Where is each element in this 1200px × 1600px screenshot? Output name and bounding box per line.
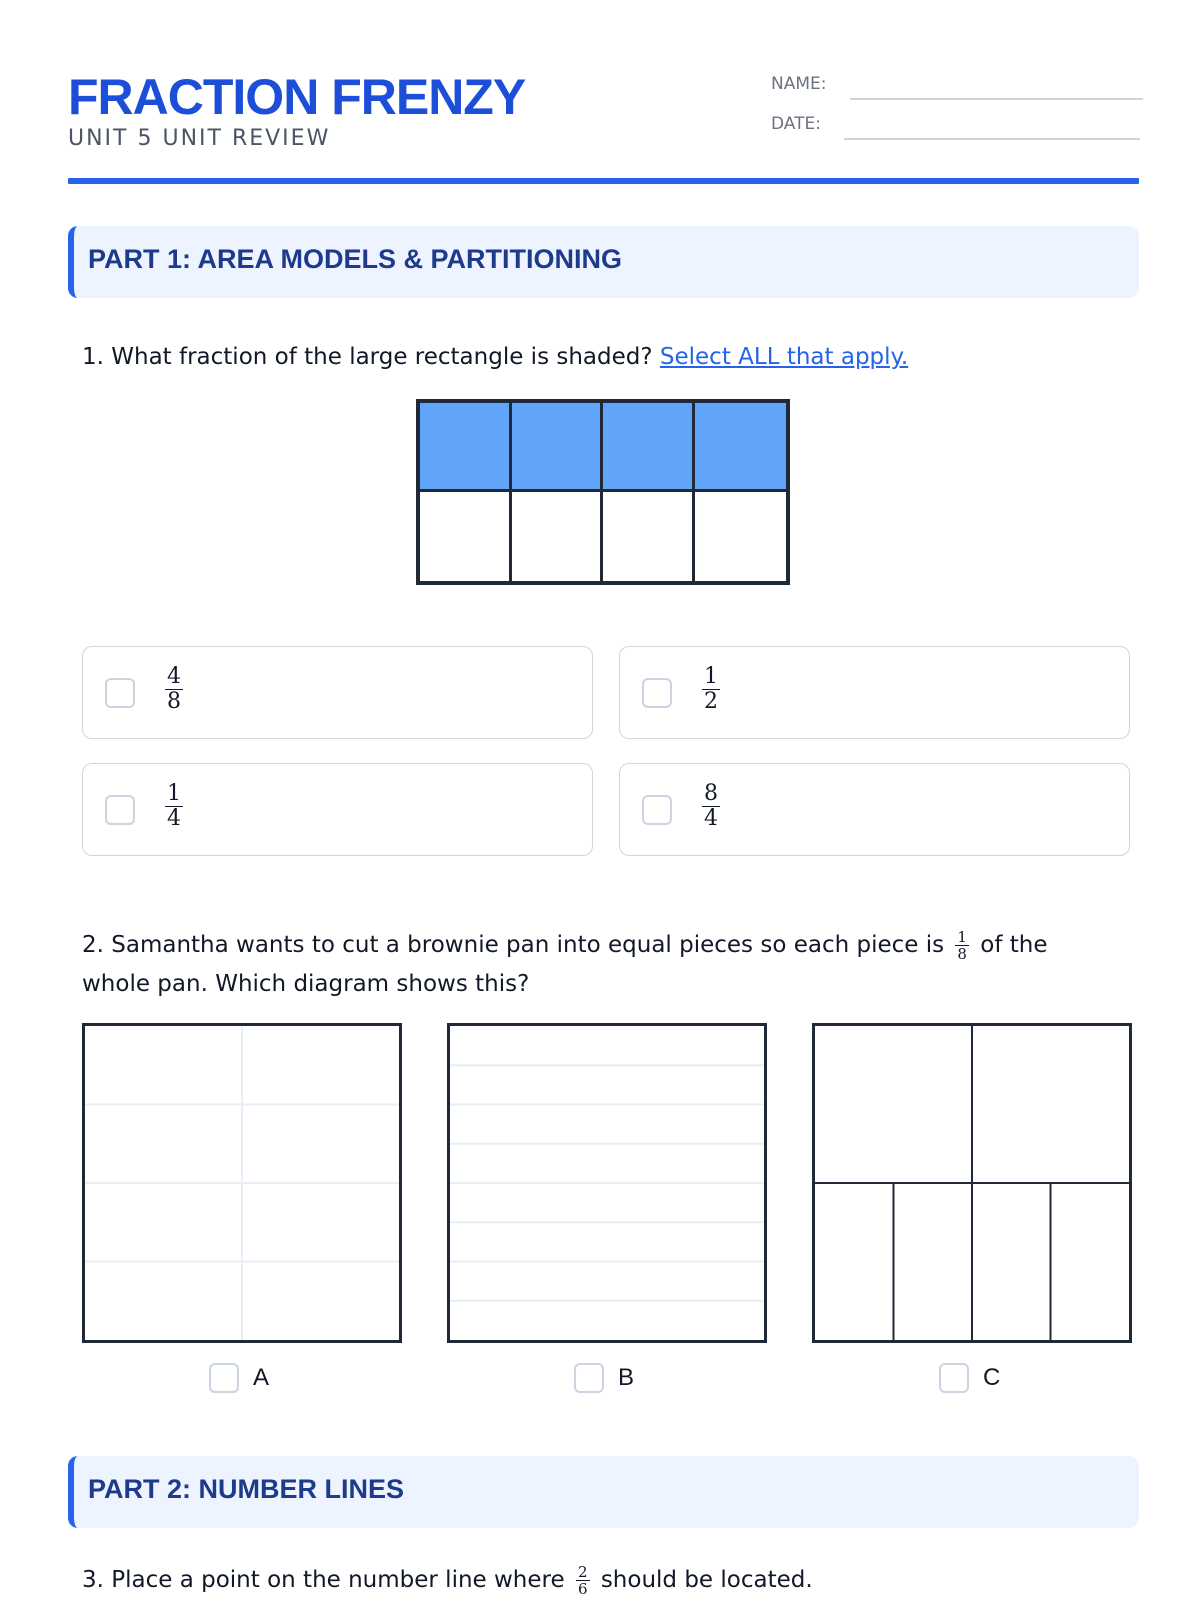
choice-c-checkbox[interactable]: [939, 1363, 969, 1393]
diagram-c: [812, 1023, 1132, 1343]
question-3-fraction: [576, 1564, 590, 1597]
option-1-fraction: [161, 665, 187, 714]
option-3[interactable]: [82, 763, 593, 856]
question-1: [82, 338, 908, 376]
option-2-checkbox[interactable]: [642, 678, 672, 708]
option-2-fraction: [698, 665, 724, 714]
option-3-denominator: 4: [167, 806, 181, 831]
choice-b-label: B: [618, 1364, 635, 1391]
choice-c-label: C: [983, 1364, 1001, 1391]
question-3: [82, 1561, 813, 1599]
area-cell: [603, 492, 695, 581]
choice-b[interactable]: [574, 1363, 634, 1393]
question-2-line-2: whole pan. Which diagram shows this?: [82, 971, 530, 997]
area-cell: [512, 492, 604, 581]
name-label: NAME:: [771, 74, 827, 94]
question-3-denominator: 6: [577, 1580, 588, 1598]
question-3-text-end: should be located.: [600, 1567, 813, 1593]
question-1-text: 1. What fraction of the large rectangle is shaded?: [82, 344, 653, 370]
select-all-link[interactable]: Select ALL that apply.: [659, 344, 909, 370]
question-3-text: 3. Place a point on the number line where: [82, 1567, 565, 1593]
part1-title: PART 1: AREA MODELS & PARTITIONING: [88, 244, 623, 274]
option-1-numerator: 4: [167, 664, 181, 689]
option-2-denominator: 2: [704, 689, 718, 714]
area-model: [416, 399, 790, 585]
area-cell-shaded: [512, 403, 604, 492]
choice-b-checkbox[interactable]: [574, 1363, 604, 1393]
question-2-denominator: 8: [957, 945, 967, 963]
option-4-checkbox[interactable]: [642, 795, 672, 825]
option-3-numerator: 1: [167, 781, 181, 806]
option-1[interactable]: [82, 646, 593, 739]
option-1-checkbox[interactable]: [105, 678, 135, 708]
choice-a-label: A: [253, 1364, 270, 1391]
worksheet-title: FRACTION FRENZY: [68, 69, 526, 125]
area-cell-shaded: [695, 403, 787, 492]
question-2: [82, 926, 1048, 964]
area-cell: [420, 492, 512, 581]
diagram-b: [447, 1023, 767, 1343]
header-divider: [68, 178, 1139, 184]
option-4-numerator: 8: [704, 781, 718, 806]
question-3-numerator: 2: [577, 1563, 588, 1581]
area-cell: [695, 492, 787, 581]
date-label: DATE:: [771, 114, 821, 134]
area-cell-shaded: [603, 403, 695, 492]
part2-header: [68, 1456, 1139, 1528]
option-4-denominator: 4: [704, 806, 718, 831]
question-2-text: 2. Samantha wants to cut a brownie pan into equal pieces so each piece is: [82, 932, 945, 958]
part2-title: PART 2: NUMBER LINES: [88, 1474, 405, 1504]
date-field[interactable]: [844, 138, 1140, 140]
option-2-numerator: 1: [704, 664, 718, 689]
part1-header: [68, 226, 1139, 298]
choice-a-checkbox[interactable]: [209, 1363, 239, 1393]
option-1-denominator: 8: [167, 689, 181, 714]
choice-c[interactable]: [939, 1363, 1000, 1393]
name-field[interactable]: [850, 98, 1143, 100]
option-4[interactable]: [619, 763, 1130, 856]
area-cell-shaded: [420, 403, 512, 492]
option-2[interactable]: [619, 646, 1130, 739]
option-3-fraction: [161, 782, 187, 831]
question-2-fraction: [955, 929, 969, 962]
diagram-a: [82, 1023, 402, 1343]
option-4-fraction: [698, 782, 724, 831]
option-3-checkbox[interactable]: [105, 795, 135, 825]
question-2-text-end: of the: [980, 932, 1048, 958]
choice-a[interactable]: [209, 1363, 269, 1393]
question-2-numerator: 1: [957, 928, 967, 946]
worksheet-subtitle: UNIT 5 UNIT REVIEW: [68, 126, 331, 151]
